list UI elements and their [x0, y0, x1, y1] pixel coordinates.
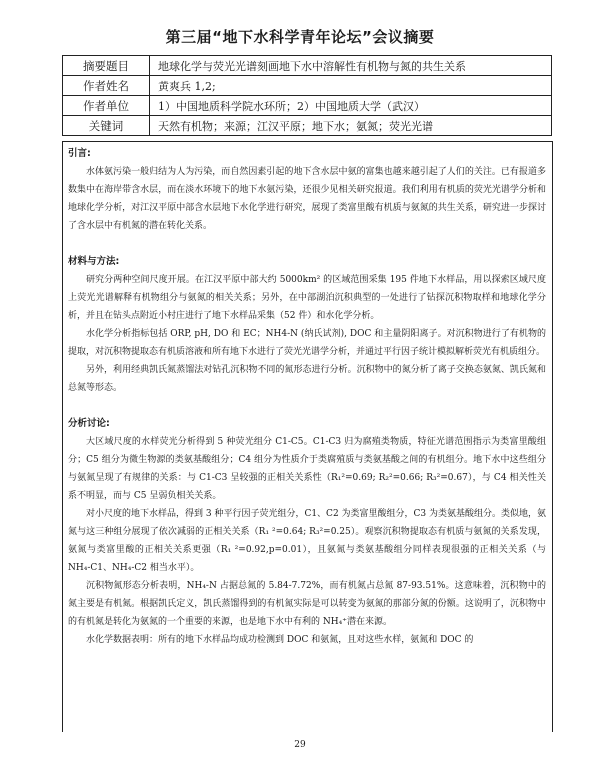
discussion-heading: 分析讨论:	[68, 418, 110, 429]
table-row	[63, 76, 552, 96]
methods-paragraph: 水化学分析指标包括 ORP, pH, DO 和 EC；NH4-N (纳氏试剂), DOC 和主量阴阳离子。对沉积物进行了有机物的提取，对沉积物提取态有机质溶液和所有地下水进行了荧光光谱学分析，并通过平行因子统计模拟解析荧光有机质组分。	[68, 329, 546, 357]
keywords-label: 关键词	[63, 116, 150, 136]
title-value: 地球化学与荧光光谱刻画地下水中溶解性有机物与氮的共生关系	[150, 56, 552, 76]
methods-paragraph: 另外，利用经典凯氏氮蒸馏法对钻孔沉积物不同的氮形态进行分析。沉积物中的氮分析了离子交换态氨氮、凯氏氮和总氮等形态。	[68, 365, 546, 393]
table-row	[63, 96, 552, 116]
author-label: 作者姓名	[63, 76, 150, 96]
affiliation-label: 作者单位	[63, 96, 150, 116]
page-title: 第三届“地下水科学青年论坛”会议摘要	[165, 28, 435, 46]
page-number: 29	[294, 740, 306, 750]
methods-heading: 材料与方法:	[68, 256, 120, 267]
table-row	[63, 56, 552, 76]
discussion-paragraph: 对小尺度的地下水样品，得到 3 种平行因子荧光组分，C1、C2 为类富里酸组分，C3 为类氨基酸组分。类似地，氨氮与这三种组分展现了依次减弱的正相关关系（R₁ ²=0.64; R₃²=0.25）。观察沉积物提取态有机质与氨氮的关系发现，氨氮与类富里酸的正相关关系更强（R₁ ²=0.92,p=0.01），且氨氮与类氨基酸组分同样表现很强的正相关关系（与 NH₄-C1、NH₄-C2 相当水平）。	[68, 509, 547, 573]
discussion-paragraph: 沉积物氮形态分析表明，NH₄-N 占据总氮的 5.84-7.72%，而有机氮占总氮 87-93.51%。这意味着，沉积物中的氮主要是有机氮。根据凯氏定义，凯氏蒸馏得到的有机氮实际是可以转变为氨氮的那部分氮的份额。这说明了，沉积物中的有机氮是转化为氨氮的一个重要的来源，也是地下水中有利的 NH₄⁺潜在来源。	[68, 581, 546, 627]
author-value: 黄爽兵 1,2;	[150, 76, 552, 96]
abstract-info-table	[62, 55, 552, 136]
methods-paragraph: 研究分两种空间尺度开展。在江汉平原中部大约 5000km² 的区域范围采集 195 件地下水样品，用以探索区域尺度上荧光光谱解释有机物组分与氨氮的相关关系；另外，在中部湖泊沉积典型的一处进行了钻探沉积物取样和地球化学分析，并且在钻头点附近小村庄进行了地下水样品采集（52 件）和水化学分析。	[68, 275, 546, 321]
abstract-body	[68, 145, 546, 649]
intro-paragraph: 水体氨污染一般归结为人为污染，而自然因素引起的地下含水层中氨的富集也越来越引起了人们的关注。已有报道多数集中在海岸带含水层，而在淡水环境下的地下水氨污染，还很少见相关研究报道。我们利用有机质的荧光光谱学分析和地球化学分析，对江汉平原中部含水层地下水化学进行研究，展现了类富里酸有机质与氨氮的共生关系，研究进一步探讨了含水层中有机氮的潜在转化关系。	[68, 167, 546, 231]
table-row	[63, 116, 552, 136]
title-label: 摘要题目	[63, 56, 150, 76]
keywords-value: 天然有机物；来源；江汉平原；地下水；氨氮；荧光光谱	[150, 116, 552, 136]
intro-heading: 引言:	[68, 148, 91, 159]
discussion-paragraph: 水化学数据表明：所有的地下水样品均成功检测到 DOC 和氨氮，且对这些水样，氨氮和 DOC 的	[86, 635, 474, 645]
affiliation-value: 1）中国地质科学院水环所；2）中国地质大学（武汉）	[150, 96, 552, 116]
discussion-paragraph: 大区域尺度的水样荧光分析得到 5 种荧光组分 C1-C5。C1-C3 归为腐殖类物质，特征光谱范围指示为类富里酸组分；C5 组分为微生物源的类氨基酸组分；C4 组分为性质介于类腐殖质与类氨基酸之间的有机组分。地下水中这些组分与氨氮呈现了有规律的关系：与 C1-C3 呈较强的正相关关系性（R₁²=0.69; R₂²=0.66; R₃²=0.67），与 C4 相关性关系不明显，而与 C5 呈弱负相关关系。	[68, 437, 546, 501]
